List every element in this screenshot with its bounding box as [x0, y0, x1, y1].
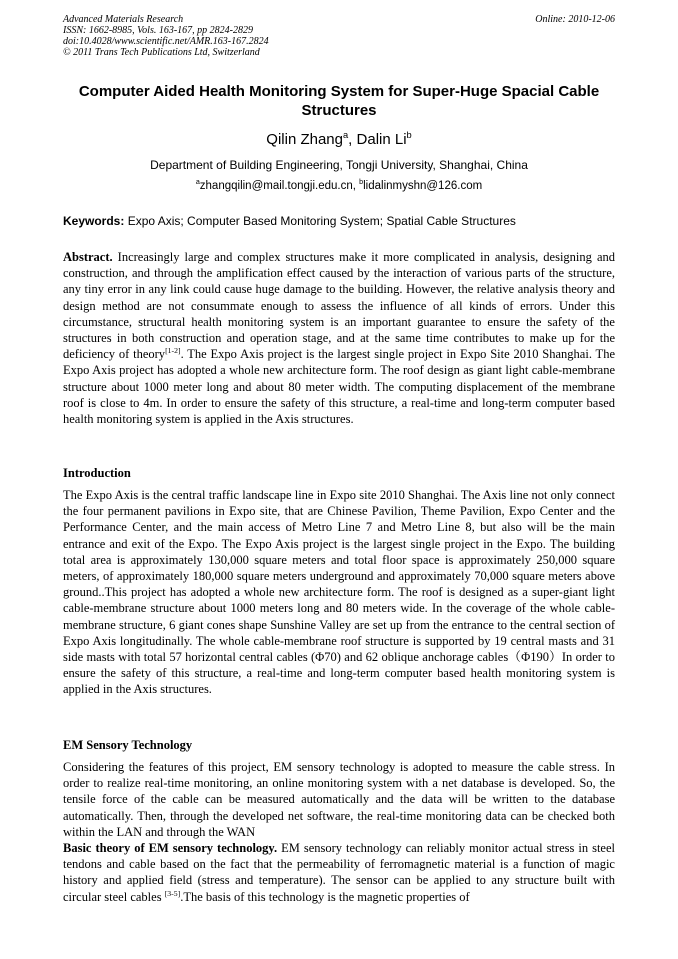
abstract-paragraph [63, 249, 615, 427]
em-theory-text: .The basis of this technology is the magnetic properties of [180, 889, 470, 904]
em-theory-paragraph [63, 840, 615, 905]
author-affil-mark: b [406, 130, 412, 140]
journal-copyright: © 2011 Trans Tech Publications Ltd, Switzerland [63, 47, 260, 58]
abstract-label: Abstract. [63, 250, 113, 264]
email-separator: , [352, 180, 360, 192]
journal-header [63, 14, 615, 58]
email-line [60, 178, 618, 194]
keywords-text: Expo Axis; Computer Based Monitoring System; Spatial Cable Structures [124, 214, 516, 228]
online-date: Online: 2010-12-06 [535, 14, 615, 25]
email-link[interactable]: lidalinmyshn@126.com [363, 180, 483, 192]
email-mark: a [195, 178, 200, 187]
journal-issn: ISSN: 1662-8985, Vols. 163-167, pp 2824-2829 [63, 25, 253, 36]
keywords [63, 213, 615, 229]
author-separator: , [348, 131, 357, 148]
citation: [1-2] [165, 346, 181, 356]
author-name: Dalin Li [356, 131, 407, 148]
subsection-heading: Basic theory of EM sensory technology. [63, 841, 278, 855]
paper-title: Computer Aided Health Monitoring System for Super-Huge Spacial Cable Structures [78, 83, 600, 119]
introduction-paragraph: The Expo Axis is the central traffic landscape line in Expo site 2010 Shanghai. The Axis line not only connect the four permanent pavilions in Expo site, that are Chinese Pavilion, Theme Pavilion, Expo Center and the Performance Center, and the main access of Metro Line 7 and Metro Line 8, but also will be the main entrance and exit of the Expo. The Expo Axis project is the largest single project in the Expo. The building total area is approximately 130,000 square meters and total floor space is approximately 250,000 square meters, of approximately 180,000 square meters underground and approximately 70,000 square meters above ground..This project has adopted a whole new architecture form. The roof is designed as a super-giant light cable-membrane structure about 1000 meters long and 80 meters wide. In the coverage of the whole cable-membrane structure, 6 giant cones shape Sunshine Valley are set up from the entrance to the central section of Expo Axis longitudinally. The whole cable-membrane roof structure is supported by 19 central masts and 31 side masts with total 57 horizontal central cables (Φ70) and 62 oblique anchorage cables（Φ190）In order to ensure the safety of this structure, a real-time and long-term computer based health monitoring system is applied in the Axis structures. [63, 488, 615, 697]
section-heading-introduction: Introduction [63, 466, 131, 480]
email-link[interactable]: zhangqilin@mail.tongji.edu.cn [199, 180, 353, 192]
affiliation: Department of Building Engineering, Tongji University, Shanghai, China [150, 158, 528, 172]
author-line [60, 130, 618, 150]
journal-name: Advanced Materials Research [63, 14, 184, 25]
citation: [3-5] [164, 888, 181, 898]
email-mark: b [359, 178, 364, 187]
author-name: Qilin Zhang [266, 131, 343, 148]
abstract-text: Increasingly large and complex structures make it more complicated in analysis, designing and construction, and through the amplification effect caused by the interaction of various parts of the structure, any tiny error in any link could cause huge damage to the building. However, the relative analysis theory and design method are not consummate enough to assess the influence of all kinds of errors. Under this circumstance, structural health monitoring system is an important guarantee to ensure the safety of the structures in both construction and operation stage, and at the same time contributes to make up for the deficiency of theory [63, 250, 615, 362]
abstract-text: . The Expo Axis project is the largest single project in Expo Site 2010 Shanghai. The Expo Axis project has adopted a whole new architecture form. The roof design as giant light cable-membrane structure about 1000 meter long and about 80 meter width. The computing displacement of the membrane roof is close to 4m. In order to ensure the safety of this structure, a real-time and long-term computer based health monitoring system is applied in the Axis structures. [63, 347, 615, 427]
section-heading-em-sensory: EM Sensory Technology [63, 738, 193, 752]
em-paragraph: Considering the features of this project, EM sensory technology is adopted to measure the cable stress. In order to realize real-time monitoring, an online monitoring system with a net database is developed. So, the tensile force of the cable can be measured automatically and the data will be written to the database automatically. Then, through the developed net software, the real-time monitoring data can be checked both within the LAN and through the WAN [63, 760, 615, 839]
author-affil-mark: a [343, 130, 349, 140]
journal-doi: doi:10.4028/www.scientific.net/AMR.163-167.2824 [63, 36, 269, 47]
keywords-label: Keywords: [63, 214, 125, 228]
em-theory-text: EM sensory technology can reliably monitor actual stress in steel tendons and cable based on the fact that the permeability of ferromagnetic material is a function of magic history and applied field (stress and temperature). The sensor can be applied to any structure built with circular steel cables [63, 841, 615, 904]
